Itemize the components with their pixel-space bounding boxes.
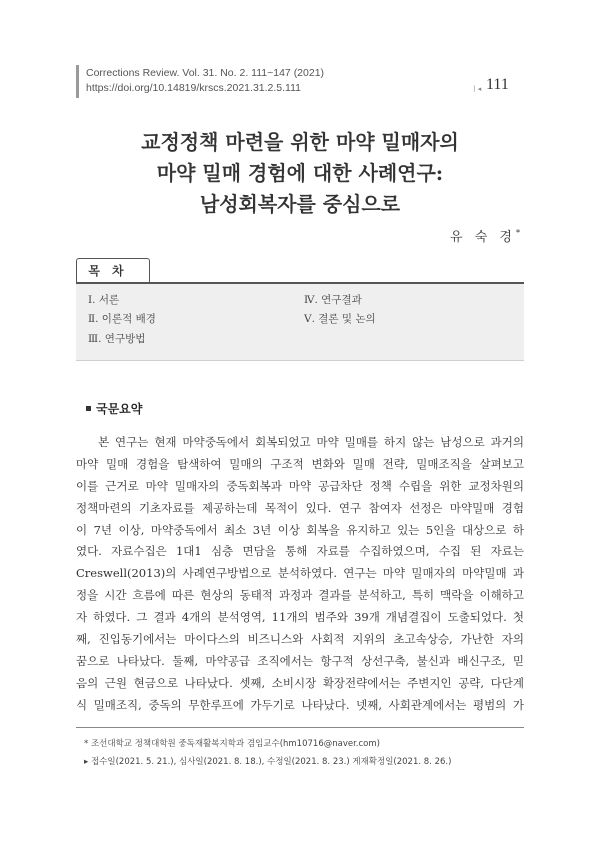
abstract-line: 이를 근거로 마약 밀매자의 중독회복과 마약 공급차단 정책 수립을 위한 교정차원의 bbox=[76, 478, 524, 493]
journal-line: Corrections Review. Vol. 31. No. 2. 111~147 (2021) bbox=[86, 67, 325, 79]
title-line-1: 교정정책 마련을 위한 마약 밀매자의 bbox=[141, 130, 459, 154]
abstract-line: Creswell(2013)의 사례연구방법으로 분석하였다. 연구는 마약 밀매자의 마약밀매 과 bbox=[76, 566, 524, 581]
abstract-line: 이 7년 이상, 마약중독에서 최소 3년 이상 회복을 유지하고 있는 5인을 대상으로 하 bbox=[76, 522, 524, 537]
toc-item-method: Ⅲ. 연구방법 bbox=[88, 333, 146, 345]
footnote-dates: ▸ 접수일(2021. 5. 21.), 심사일(2021. 8. 18.), 수정일(2021. 8. 23.) 게재확정일(2021. 8. 26.) bbox=[84, 757, 452, 767]
abstract-heading bbox=[86, 400, 142, 417]
abstract-line: 본 연구는 현재 마약중독에서 회복되었고 마약 밀매를 하지 않는 남성으로 과거의 bbox=[98, 435, 524, 449]
abstract-body bbox=[76, 432, 524, 717]
paper-title bbox=[0, 127, 600, 220]
abstract-line: 음의 근원 현금으로 나타났다. 셋째, 소비시장 확장전략에서는 주변지인 공략, 다단계 bbox=[76, 675, 524, 690]
footnote-divider bbox=[76, 727, 524, 728]
page-number: 111 bbox=[486, 76, 509, 93]
toc-item-results: Ⅳ. 연구결과 bbox=[304, 294, 362, 306]
doi-link[interactable]: https://doi.org/10.14819/krscs.2021.31.2.5.111 bbox=[86, 82, 302, 94]
author bbox=[450, 226, 520, 245]
toc-item-introduction: Ⅰ. 서론 bbox=[88, 294, 120, 306]
toc-box bbox=[76, 284, 524, 361]
abstract-heading-label: 국문요약 bbox=[96, 402, 143, 416]
abstract-line: 마약 밀매 경험을 탐색하여 밀매의 구조적 변화와 밀매 전략, 밀매조직을 살펴보고 bbox=[76, 456, 524, 471]
author-footnote-mark: * bbox=[516, 228, 520, 238]
footnote-affiliation: * 조선대학교 정책대학원 중독재활복지학과 겸임교수(hm10716@naver.com) bbox=[84, 739, 380, 749]
abstract-line: 정을 시간 흐름에 따른 현상의 동태적 과정과 결과를 분석하고, 특히 맥락을 이해하고 bbox=[76, 588, 524, 603]
abstract-line: 꿈으로 나타났다. 둘째, 마약공급 조직에서는 항구적 상선구축, 불신과 배신구조, 믿 bbox=[76, 653, 524, 668]
author-name: 유 숙 경 bbox=[450, 230, 516, 245]
abstract-line: 정책마련의 기초자료를 제공하는데 목적이 있다. 연구 참여자 선정은 마약밀매 경험 bbox=[76, 500, 524, 515]
abstract-line: 식 밀매조직, 중독의 무한루프에 가두기로 나타났다. 넷째, 사회관계에서는 평범의 가 bbox=[76, 697, 524, 712]
abstract-line: 째, 진입동기에서는 마이다스의 비즈니스와 사회적 지위의 초고속상승, 가난한 자의 bbox=[76, 632, 524, 647]
abstract-line: 였다. 자료수집은 1대1 심층 면담을 통해 자료를 수집하였으며, 수집 된 자료는 bbox=[76, 544, 524, 559]
toc-item-theory: Ⅱ. 이론적 배경 bbox=[88, 313, 156, 325]
square-bullet-icon bbox=[86, 406, 91, 411]
journal-citation bbox=[86, 66, 324, 96]
toc-item-conclusion: Ⅴ. 결론 및 논의 bbox=[304, 313, 376, 325]
abstract-line: 자 하였다. 그 결과 4개의 분석영역, 11개의 범주와 39개 개념결집이 도출되었다. 첫 bbox=[76, 610, 524, 625]
page-marker: ㅣ◂ bbox=[471, 86, 482, 93]
title-line-2: 마약 밀매 경험에 대한 사례연구: bbox=[156, 161, 444, 185]
toc-heading: 목차 bbox=[88, 264, 136, 278]
title-line-3: 남성회복자를 중심으로 bbox=[199, 192, 401, 216]
header-accent-bar bbox=[76, 65, 79, 98]
